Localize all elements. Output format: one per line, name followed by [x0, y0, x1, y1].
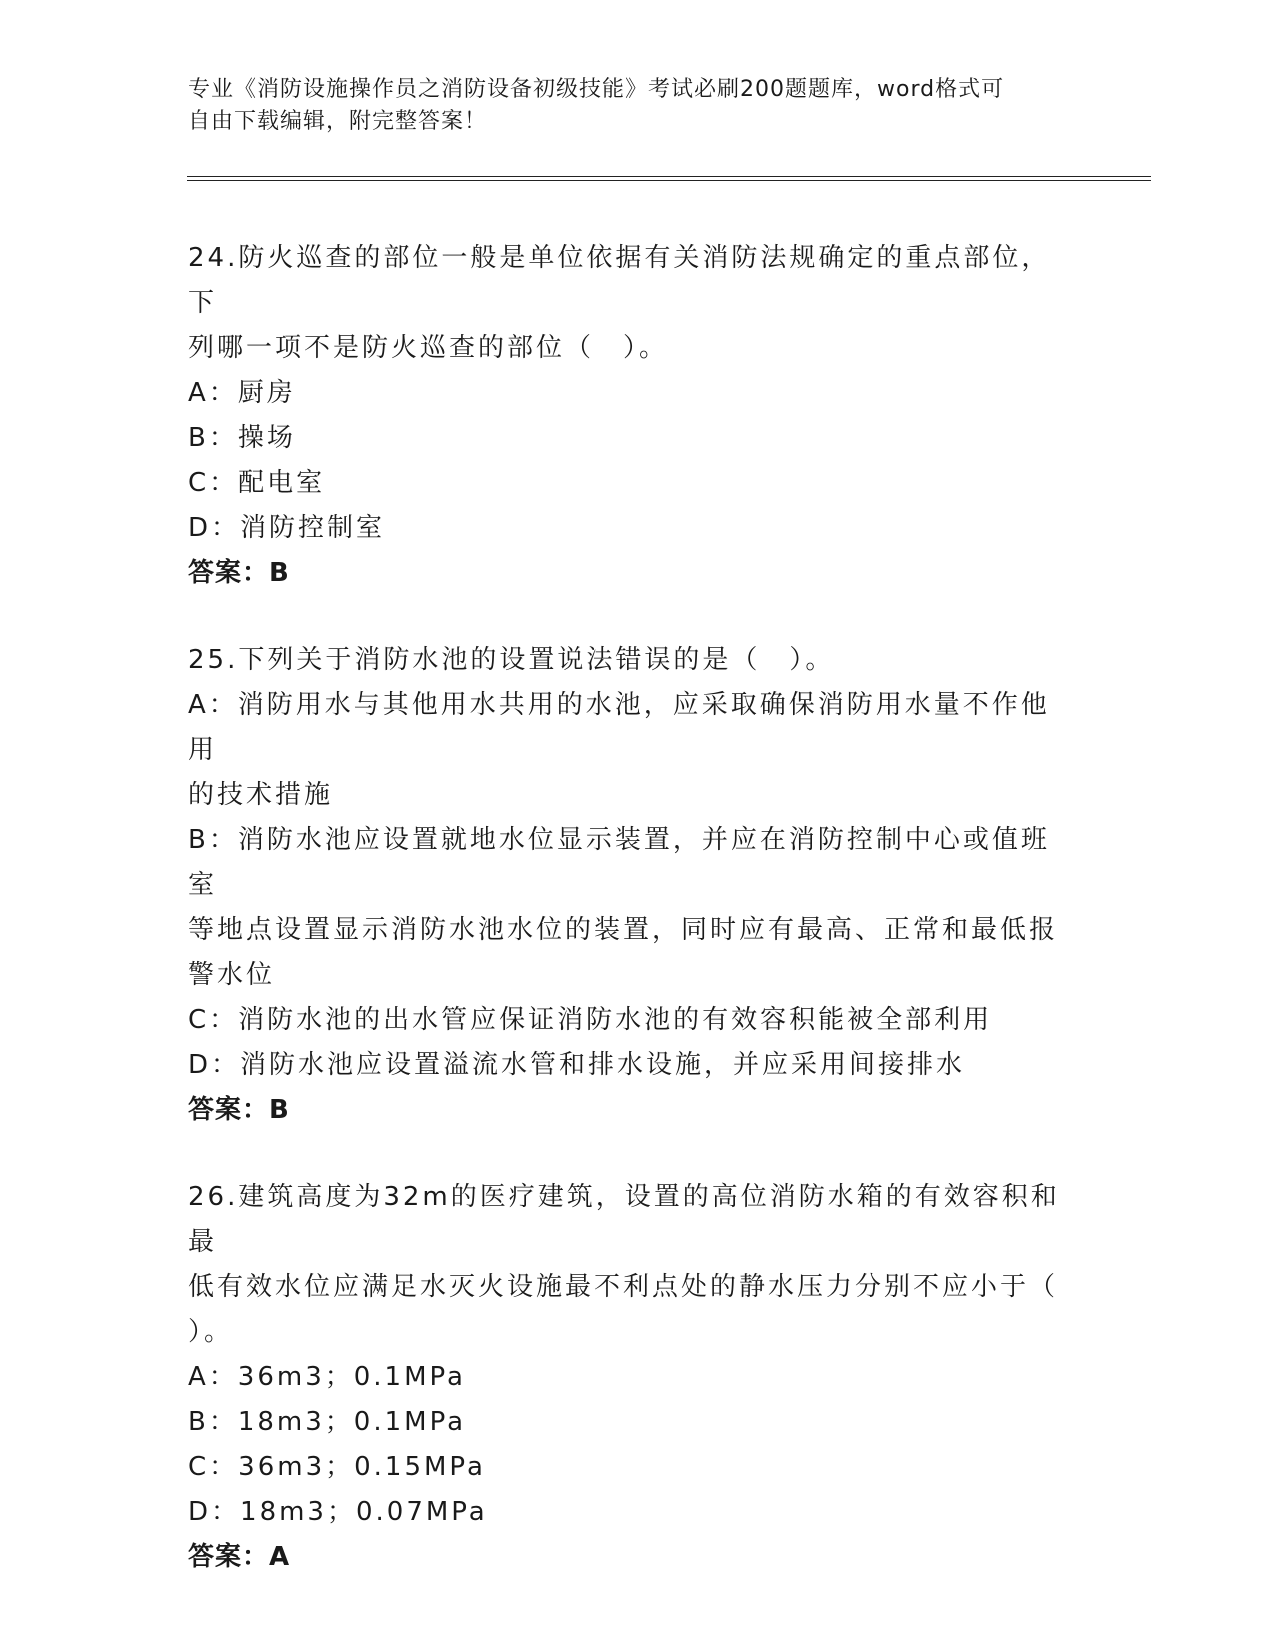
question-list — [188, 236, 1078, 1622]
header-divider — [187, 176, 1151, 181]
question-26 — [188, 1175, 1078, 1580]
question-stem-line: ）。 — [188, 1317, 234, 1347]
option-b: B：18m3；0.1MPa — [188, 1407, 467, 1437]
question-25 — [188, 638, 1078, 1133]
question-stem-line: 25.下列关于消防水池的设置说法错误的是（ ）。 — [188, 645, 835, 675]
option-b-continued: 等地点设置显示消防水池水位的装置，同时应有最高、正常和最低报 — [188, 915, 1059, 945]
header-line-1: 专业《消防设施操作员之消防设备初级技能》考试必刷200题题库，word格式可 — [188, 77, 1005, 102]
document-header — [188, 74, 1068, 138]
option-d: D：消防水池应设置溢流水管和排水设施，并应采用间接排水 — [188, 1050, 966, 1080]
answer-line: 答案：B — [188, 1095, 290, 1125]
option-b: B：消防水池应设置就地水位显示装置，并应在消防控制中心或值班室 — [188, 825, 1050, 900]
option-b-continued: 警水位 — [188, 960, 276, 990]
option-d: D：18m3；0.07MPa — [188, 1497, 488, 1527]
question-stem-line: 低有效水位应满足水灭火设施最不利点处的静水压力分别不应小于（ — [188, 1272, 1059, 1302]
option-a: A：消防用水与其他用水共用的水池，应采取确保消防用水量不作他用 — [188, 690, 1050, 765]
answer-line: 答案：B — [188, 558, 290, 588]
answer-line: 答案：A — [188, 1542, 291, 1572]
option-d: D：消防控制室 — [188, 513, 386, 543]
option-c: C：消防水池的出水管应保证消防水池的有效容积能被全部利用 — [188, 1005, 993, 1035]
question-stem-line: 24.防火巡查的部位一般是单位依据有关消防法规确定的重点部位，下 — [188, 243, 1051, 318]
option-a-continued: 的技术措施 — [188, 780, 334, 810]
option-a: A：厨房 — [188, 378, 296, 408]
option-b: B：操场 — [188, 423, 296, 453]
header-line-2: 自由下载编辑，附完整答案！ — [188, 109, 488, 134]
question-stem-line: 26.建筑高度为32m的医疗建筑，设置的高位消防水箱的有效容积和最 — [188, 1182, 1060, 1257]
option-c: C：配电室 — [188, 468, 326, 498]
option-a: A：36m3；0.1MPa — [188, 1362, 466, 1392]
option-c: C：36m3；0.15MPa — [188, 1452, 486, 1482]
question-24 — [188, 236, 1078, 596]
question-stem-line: 列哪一项不是防火巡查的部位（ ）。 — [188, 333, 669, 363]
